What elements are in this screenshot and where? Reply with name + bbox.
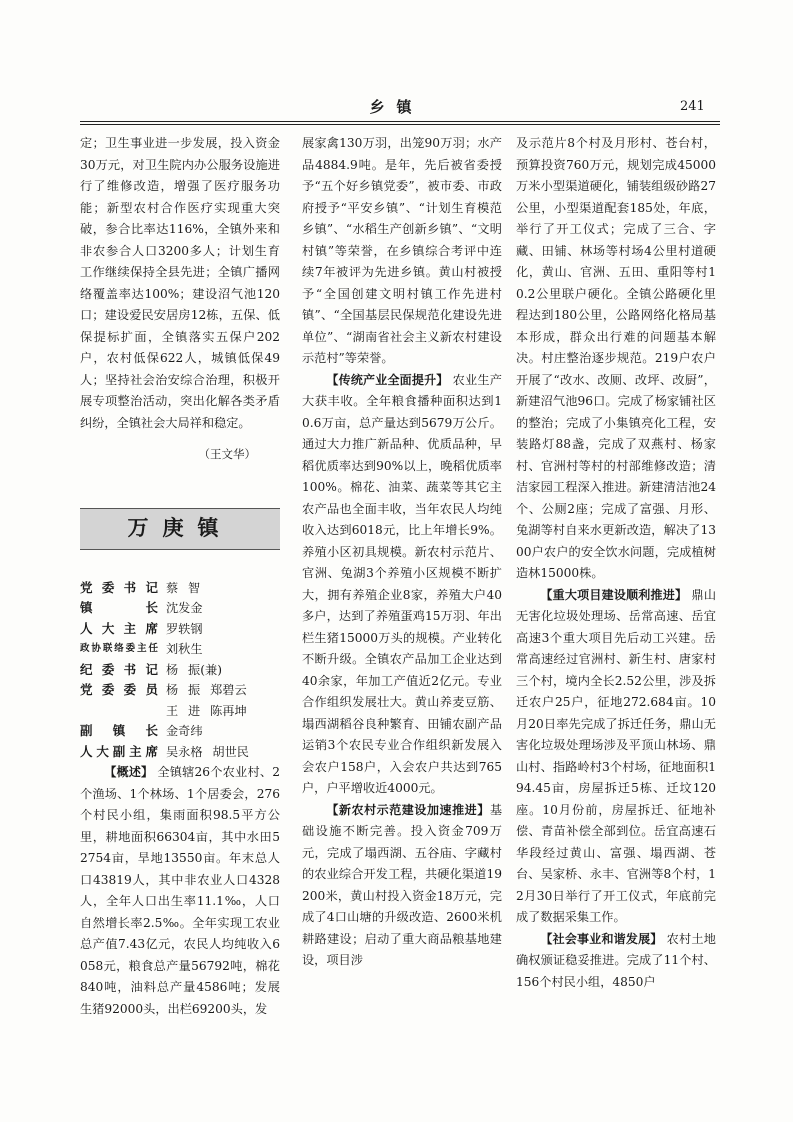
official-title: 政协联络委主任 <box>80 643 158 654</box>
paragraph-new-village <box>302 800 502 972</box>
official-names: 杨 振(兼) <box>166 662 222 677</box>
section-heading: 【传统产业全面提升】 <box>326 372 449 387</box>
column-3 <box>516 133 716 1053</box>
page-number: 241 <box>680 99 705 114</box>
official-row <box>80 639 280 660</box>
paragraph-traditional-industry <box>302 370 502 800</box>
official-title: 镇 长 <box>80 600 158 615</box>
official-title: 人大副主席 <box>80 743 158 759</box>
official-names: 蔡 智 <box>166 580 201 595</box>
paragraph-honors: 展家禽130万羽，出笼90万羽；水产品4884.9吨。是年，先后被省委授予“五个好乡镇党委”，被市委、市政府授予“平安乡镇”、“计划生育模范乡镇”、“水稻生产创新乡镇”、“文明村镇”等荣誉，在乡镇综合考评中连续7年被评为先进乡镇。黄山村被授予“全国创建文明村镇工作先进村镇”、“全国基层民保规范化建设先进单位”、“湖南省社会主义新农村建设示范村”等荣誉。 <box>302 136 502 365</box>
paragraph-social-development: 定；卫生事业进一步发展，投入资金30万元，对卫生院内办公服务设施进行了维修改造，增强了医疗服务功能；新型农村合作医疗实现重大突破，参合比率达116%，全镇外来和非农参合人口3200多人；计划生育工作继续保持全县先进；全镇广播网络覆盖率达100%；建设沼气池120口；建设爱民安居房12栋，五保、低保提标扩面，全镇落实五保户202户，农村低保622人，城镇低保49人；坚持社会治安综合治理，积极开展专项整治活动，突出化解各类矛盾纠纷，全镇社会大局祥和稳定。 <box>80 136 280 430</box>
paragraph-text: 农村土地确权颁证稳妥推进。完成了11个村、156个村民小组，4850户 <box>516 931 716 989</box>
paragraph-text: 农业生产大获丰收。全年粮食播种面积达到10.6万亩，总产量达到5679万公斤。通过大力推广新品种、优质品种，早稻优质率达到90%以上，晚稻优质率100%。棉花、油菜、蔬菜等其它主农产品也全面丰收，当年农民人均纯收入达到6018元，比上年增长9%。养殖小区初具规模。新农村示范片、官洲、兔湖3个养殖小区规模不断扩大，拥有养殖企业8家，养殖大户40多户，达到了养殖蛋鸡15万羽、年出栏生猪15000万头的规模。产业转化不断升级。全镇农产品加工企业达到40余家，年加工产值近2亿元。专业合作组织发展壮大。黄山养麦豆筋、塌西湖稻谷良种繁育、田铺农副产品运销3个农民专业合作组织新发展入会农户158户，入会农户共达到765户，户平增收近4000元。 <box>302 372 502 795</box>
town-name: 万庚镇 <box>127 515 233 540</box>
paragraph-infrastructure: 及示范片8个村及月形村、苍台村，预算投资760万元，规划完成45000万米小型渠道硬化，铺装组级砂路27公里，小型渠道配套185处，年底，举行了开工仪式；完成了三合、字藏、田铺、林场等村场4公里村道硬化，黄山、官洲、五田、重阳等村10.2公里联户硬化。全镇公路硬化里程达到180公里，公路网络化格局基本形成，群众出行难的问题基本解决。村庄整治逐步规范。219户农户开展了“改水、改厕、改坪、改厨”，新建沼气池96口。完成了杨家铺社区的整治；完成了小集镇亮化工程，安装路灯88盏，完成了双燕村、杨家村、官洲村等村的村部维修改造；清洁家园工程深入推进。新建清洁池24个、公厕2座；完成了富强、月形、兔湖等村自来水更新改造，解决了1300户农户的安全饮水问题，完成植树造林15000株。 <box>516 136 716 580</box>
column-2 <box>302 133 502 1053</box>
running-header-title: 乡镇 <box>369 98 424 116</box>
official-row <box>80 578 280 599</box>
official-title: 纪委书记 <box>80 661 158 677</box>
section-title-box <box>80 508 280 550</box>
official-names: 罗轶钢 <box>166 621 203 636</box>
official-names: 金奇纬 <box>166 724 203 738</box>
official-title: 副 镇 长 <box>80 723 158 738</box>
section-heading: 【概述】 <box>104 765 154 779</box>
official-title: 人大主席 <box>80 620 158 636</box>
paragraph-overview <box>80 762 280 1020</box>
section-heading: 【重大项目建设顺利推进】 <box>540 587 688 602</box>
official-names: 沈发金 <box>166 601 203 615</box>
author-credit: （王文华） <box>198 447 256 461</box>
section-heading: 【新农村示范建设加速推进】 <box>326 802 490 817</box>
official-row <box>80 598 280 619</box>
paragraph-social-affairs <box>516 929 716 994</box>
official-names: 刘秋生 <box>166 642 203 656</box>
paragraph-major-projects <box>516 585 716 929</box>
official-row <box>80 660 280 681</box>
official-row <box>80 701 280 722</box>
official-names: 王 进 陈再坤 <box>166 703 247 718</box>
official-row <box>80 721 280 742</box>
official-names: 杨 振 郑碧云 <box>166 683 247 697</box>
header-rule-thin <box>80 124 720 125</box>
official-row <box>80 619 280 640</box>
header-rule <box>80 121 720 122</box>
officials-list <box>80 578 280 763</box>
paragraph-text: 鼎山无害化垃圾处理场、岳常高速、岳宜高速3个重大项目先后动工兴建。岳常高速经过官洲村、新生村、唐家村三个村，境内全长2.52公里，涉及拆迁农户25户，征地272.684亩。10月20日率先完成了拆迁任务，鼎山无害化垃圾处理场涉及平顶山林场、鼎山村、指路岭村3个村场，征地面积194.45亩，房屋拆迁5栋、迁坟120座。10月份前，房屋拆迁、征地补偿、青苗补偿全部到位。岳宜高速石华段经过黄山、富强、塌西湖、苍台、吴家桥、永丰、官洲等8个村，12月30日举行了开工仪式，年底前完成了数据采集工作。 <box>516 587 716 924</box>
paragraph-text: 全镇辖26个农业村、2个渔场、1个林场、1个居委会，276个村民小组，集雨面积98.5平方公里，耕地面积66304亩，其中水田52754亩，旱地13550亩。年末总人口43819人，其中非农业人口4328人，全年人口出生率11.1‰，人口自然增长率2.5‰。全年实现工农业总产值7.43亿元，农民人均纯收入6058元，粮食总产量56792吨，棉花840吨，油料总产量4586吨；发展生猪92000头，出栏69200头，发 <box>80 765 280 1016</box>
official-title: 党委书记 <box>80 579 158 595</box>
paragraph-text: 基础设施不断完善。投入资金709万元，完成了塌西湖、五谷庙、字藏村的农业综合开发工程，共硬化渠道19200米，黄山村投入资金18万元，完成了4口山塘的升级改造、2600米机耕路建设；启动了重大商品粮基地建设，项目涉 <box>302 802 502 967</box>
official-title: 党委委员 <box>80 682 158 697</box>
section-heading: 【社会事业和谐发展】 <box>540 931 663 946</box>
official-row <box>80 742 280 763</box>
official-names: 吴永格 胡世民 <box>166 744 249 759</box>
official-row <box>80 680 280 701</box>
column-1 <box>80 133 280 1053</box>
